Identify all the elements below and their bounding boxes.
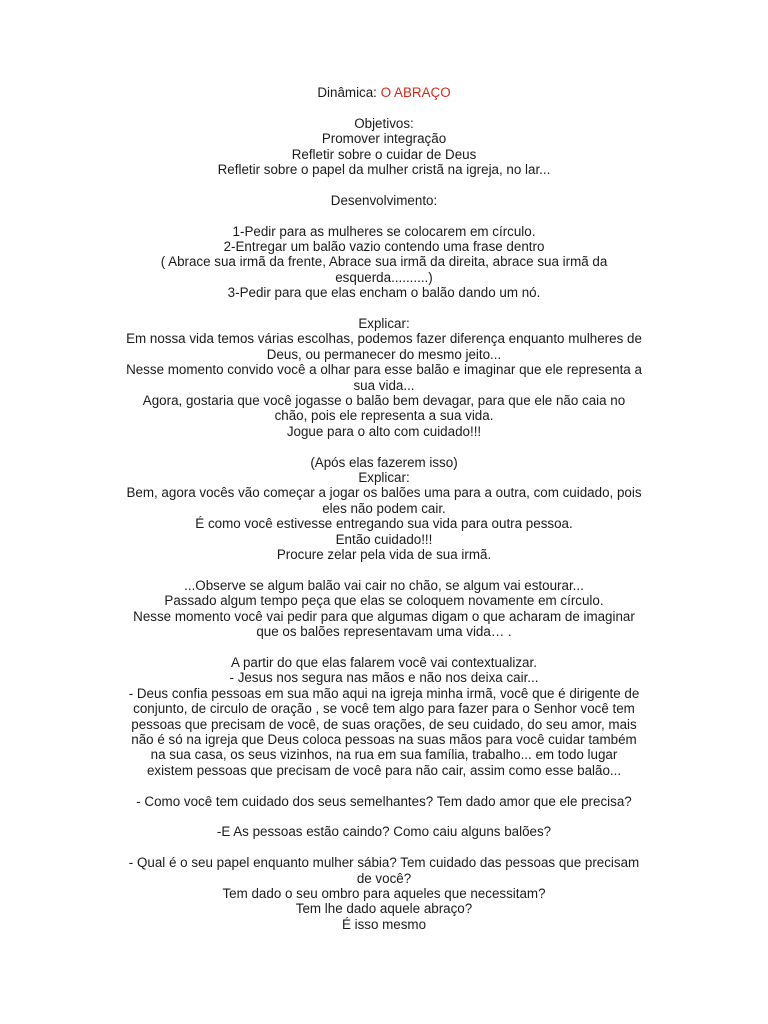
blank-line <box>104 778 664 793</box>
text-line: que os balões representavam uma vida… . <box>256 624 512 640</box>
text-line: -E As pessoas estão caindo? Como caiu alguns balões? <box>216 824 552 840</box>
text-line: 2-Entregar um balão vazio contendo uma frase dentro <box>223 239 545 255</box>
text-line: conjunto, de circulo de oração , se você tem algo para fazer para o Senhor você tem <box>133 701 635 717</box>
text-line: Em nossa vida temos várias escolhas, podemos fazer diferença enquanto mulheres de <box>126 331 642 347</box>
blank-line <box>104 640 664 655</box>
text-line: de você? <box>356 870 412 886</box>
text-line: Deus, ou permanecer do mesmo jeito... <box>266 346 502 362</box>
text-line: Objetivos: <box>354 115 414 131</box>
text-line: Passado algum tempo peça que elas se coloquem novamente em círculo. <box>164 593 604 609</box>
text-line: Explicar: <box>358 470 410 486</box>
text-line: Então cuidado!!! <box>335 531 433 547</box>
text-line: Refletir sobre o cuidar de Deus <box>291 146 477 162</box>
blank-line <box>104 439 664 454</box>
text-line: Nesse momento convido você a olhar para esse balão e imaginar que ele representa a <box>126 362 642 378</box>
text-line: A partir do que elas falarem você vai contextualizar. <box>231 654 537 670</box>
blank-line <box>104 809 664 824</box>
text-line: não é só na igreja que Deus coloca pessoas na suas mãos para você cuidar também <box>131 731 637 747</box>
text-line: (Após elas fazerem isso) <box>310 454 458 470</box>
text-line: sua vida... <box>353 377 415 393</box>
text-line: 1-Pedir para as mulheres se colocarem em círculo. <box>232 223 536 239</box>
text-line: existem pessoas que precisam de você para não cair, assim como esse balão... <box>146 762 622 778</box>
document-body <box>104 85 664 932</box>
text-line: Jogue para o alto com cuidado!!! <box>286 423 482 439</box>
blank-line <box>104 177 664 192</box>
text-line: Desenvolvimento: <box>330 192 438 208</box>
text-line: Nesse momento você vai pedir para que algumas digam o que acharam de imaginar <box>133 608 635 624</box>
text-line: É como você estivesse entregando sua vida para outra pessoa. <box>195 516 573 532</box>
blank-line <box>104 563 664 578</box>
blank-line <box>104 301 664 316</box>
text-line: eles não podem cair. <box>322 500 446 516</box>
blank-line <box>104 840 664 855</box>
text-line: esquerda..........) <box>335 269 433 285</box>
text-line: Explicar: <box>358 316 410 332</box>
text-line: - Deus confia pessoas em sua mão aqui na igreja minha irmã, você que é dirigente de <box>128 685 640 701</box>
text-line: pessoas que precisam de você, de suas orações, de seu cuidado, do seu amor, mais <box>131 716 637 732</box>
text-line: na sua casa, os seus vizinhos, na rua em sua família, trabalho... em todo lugar <box>150 747 618 763</box>
text-line: - Jesus nos segura nas mãos e não nos deixa cair... <box>229 670 539 686</box>
text-line: ...Observe se algum balão vai cair no chão, se algum vai estourar... <box>184 577 584 593</box>
text-line: chão, pois ele representa a sua vida. <box>274 408 494 424</box>
text-line: Bem, agora vocês vão começar a jogar os balões uma para a outra, com cuidado, pois <box>126 485 642 501</box>
text-line: É isso mesmo <box>341 916 427 932</box>
text-line: 3-Pedir para que elas encham o balão dando um nó. <box>227 285 541 301</box>
title-prefix: Dinâmica: <box>317 85 377 100</box>
text-line: Agora, gostaria que você jogasse o balão bem devagar, para que ele não caia no <box>142 393 626 409</box>
blank-line <box>104 100 664 115</box>
text-line: Tem lhe dado aquele abraço? <box>295 901 473 917</box>
text-line: - Qual é o seu papel enquanto mulher sábia? Tem cuidado das pessoas que precisam <box>128 855 640 871</box>
text-line: Refletir sobre o papel da mulher cristã na igreja, no lar... <box>217 162 551 178</box>
document-title <box>104 85 664 100</box>
blank-line <box>104 208 664 223</box>
text-line: Tem dado o seu ombro para aqueles que necessitam? <box>222 885 546 901</box>
text-line: ( Abrace sua irmã da frente, Abrace sua irmã da direita, abrace sua irmã da <box>160 254 608 270</box>
text-line: - Como você tem cuidado dos seus semelhantes? Tem dado amor que ele precisa? <box>136 793 632 809</box>
text-line: Procure zelar pela vida de sua irmã. <box>276 547 492 563</box>
title-highlight: O ABRAÇO <box>380 85 451 100</box>
text-line: Promover integração <box>321 131 447 147</box>
